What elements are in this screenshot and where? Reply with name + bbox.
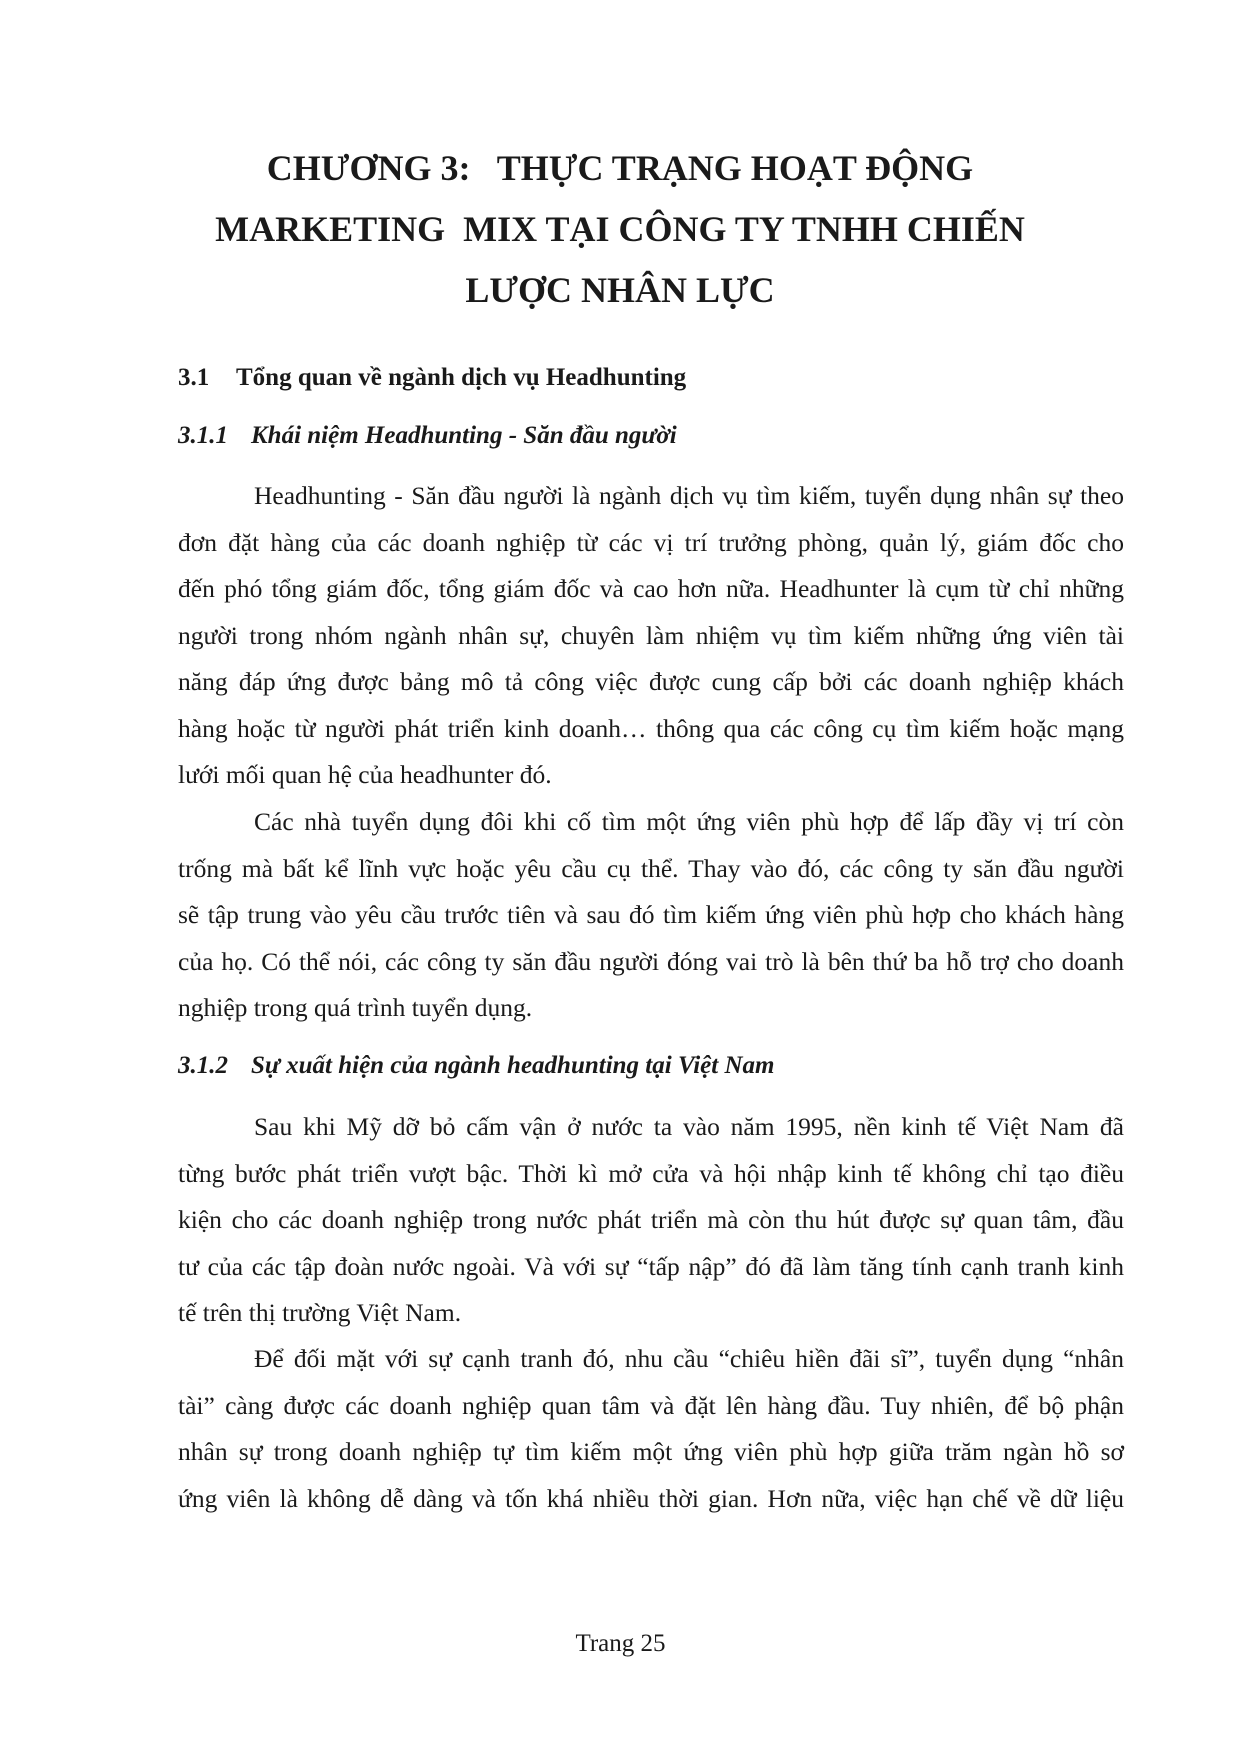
paragraph-line: kiện cho các doanh nghiệp trong nước phát triển mà còn thu hút được sự quan tâm, đầu bbox=[178, 1205, 1124, 1234]
paragraph-line: tư của các tập đoàn nước ngoài. Và với sự “tấp nập” đó đã làm tăng tính cạnh tranh kinh bbox=[178, 1251, 1124, 1281]
section-3-1-2-heading bbox=[178, 1052, 774, 1080]
section-number: 3.1.1 bbox=[178, 422, 228, 449]
chapter-title bbox=[150, 138, 1090, 321]
paragraph-line: Headhunting - Săn đầu người là ngành dịch vụ tìm kiếm, tuyển dụng nhân sự theo bbox=[254, 481, 1124, 510]
paragraph-line: ứng viên là không dễ dàng và tốn khá nhiều thời gian. Hơn nữa, việc hạn chế về dữ liệu bbox=[178, 1483, 1124, 1513]
section-3-1-1-heading bbox=[178, 422, 677, 450]
page-number: Trang 25 bbox=[575, 1630, 666, 1657]
paragraph-line: tài” càng được các doanh nghiệp quan tâm và đặt lên hàng đầu. Tuy nhiên, để bộ phận bbox=[178, 1390, 1124, 1420]
paragraph bbox=[178, 1336, 1124, 1522]
section-number: 3.1.2 bbox=[178, 1052, 228, 1079]
paragraph bbox=[178, 1104, 1124, 1337]
section-title: Khái niệm Headhunting - Săn đầu người bbox=[251, 422, 677, 449]
paragraph-line: của họ. Có thể nói, các công ty săn đầu người đóng vai trò là bên thứ ba hỗ trợ cho doanh bbox=[178, 946, 1124, 976]
paragraph-line: sẽ tập trung vào yêu cầu trước tiên và sau đó tìm kiếm ứng viên phù hợp cho khách hàng bbox=[178, 900, 1124, 929]
paragraph-line: Để đối mặt với sự cạnh tranh đó, nhu cầu “chiêu hiền đãi sĩ”, tuyển dụng “nhân bbox=[254, 1344, 1124, 1373]
paragraph-line: Sau khi Mỹ dỡ bỏ cấm vận ở nước ta vào năm 1995, nền kinh tế Việt Nam đã bbox=[254, 1112, 1124, 1141]
section-title: Tổng quan về ngành dịch vụ Headhunting bbox=[236, 364, 687, 391]
paragraph-line: đến phó tổng giám đốc, tổng giám đốc và cao hơn nữa. Headhunter là cụm từ chỉ những bbox=[178, 574, 1124, 603]
paragraph-line: từng bước phát triển vượt bậc. Thời kì mở cửa và hội nhập kinh tế không chỉ tạo điều bbox=[178, 1158, 1124, 1188]
paragraph-line: nhân sự trong doanh nghiệp tự tìm kiếm một ứng viên phù hợp giữa trăm ngàn hồ sơ bbox=[178, 1437, 1124, 1466]
paragraph-line: hàng hoặc từ người phát triển kinh doanh… thông qua các công cụ tìm kiếm hoặc mạng bbox=[178, 713, 1124, 743]
chapter-title-line: CHƯƠNG 3: THỰC TRẠNG HOẠT ĐỘNG bbox=[266, 148, 974, 188]
paragraph-line: tế trên thị trường Việt Nam. bbox=[178, 1298, 462, 1327]
paragraph-line: Các nhà tuyển dụng đôi khi cố tìm một ứng viên phù hợp để lấp đầy vị trí còn bbox=[254, 807, 1124, 836]
paragraph-line: trống mà bất kể lĩnh vực hoặc yêu cầu cụ thể. Thay vào đó, các công ty săn đầu người bbox=[178, 853, 1124, 883]
paragraph bbox=[178, 473, 1124, 799]
paragraph-line: đơn đặt hàng của các doanh nghiệp từ các vị trí trưởng phòng, quản lý, giám đốc cho bbox=[178, 527, 1124, 557]
section-title: Sự xuất hiện của ngành headhunting tại Việt Nam bbox=[251, 1052, 775, 1079]
paragraph-line: năng đáp ứng được bảng mô tả công việc được cung cấp bởi các doanh nghiệp khách bbox=[178, 667, 1124, 696]
chapter-title-line: MARKETING MIX TẠI CÔNG TY TNHH CHIẾN bbox=[215, 209, 1025, 249]
paragraph-line: lưới mối quan hệ của headhunter đó. bbox=[178, 760, 552, 789]
section-number: 3.1 bbox=[178, 364, 210, 391]
section-3-1-heading bbox=[178, 364, 686, 392]
chapter-title-line: LƯỢC NHÂN LỰC bbox=[465, 270, 775, 310]
paragraph-line: người trong nhóm ngành nhân sự, chuyên làm nhiệm vụ tìm kiếm những ứng viên tài bbox=[178, 620, 1124, 650]
paragraph bbox=[178, 799, 1124, 1032]
paragraph-line: nghiệp trong quá trình tuyển dụng. bbox=[178, 993, 533, 1022]
